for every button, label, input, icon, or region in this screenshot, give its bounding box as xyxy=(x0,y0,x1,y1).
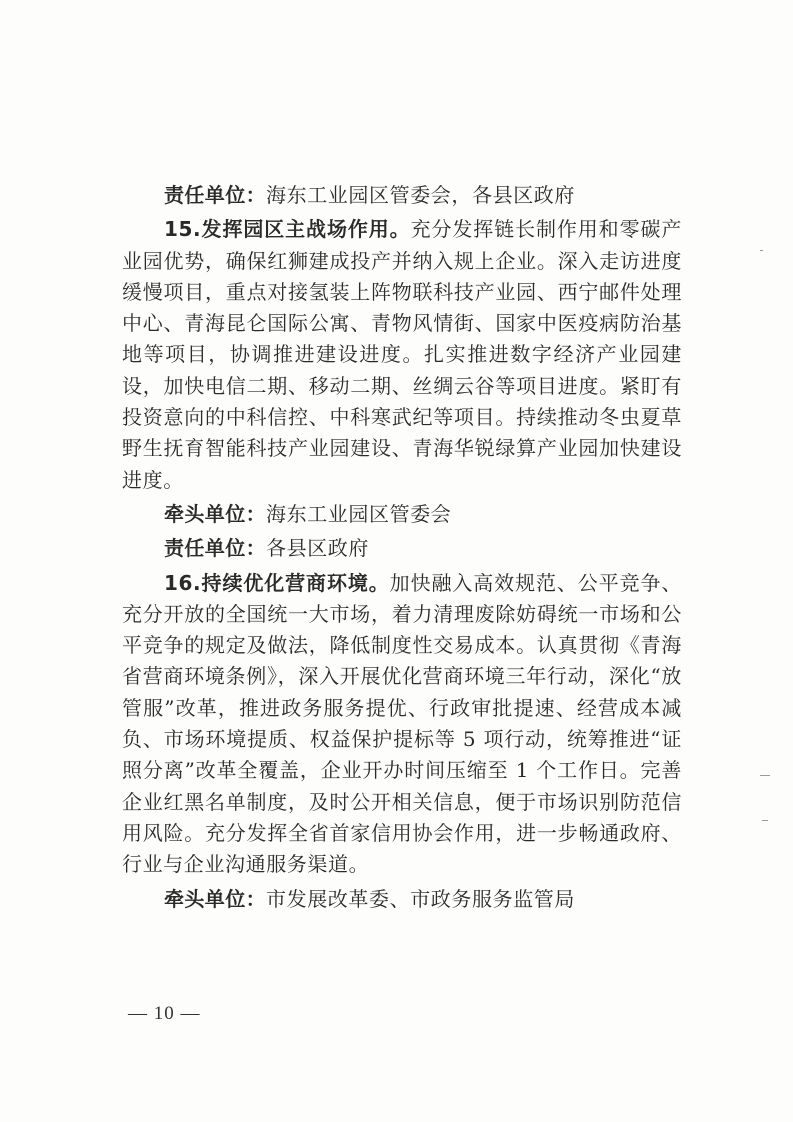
lead-unit-line xyxy=(122,499,682,530)
responsible-unit-line xyxy=(122,533,682,564)
item-16-paragraph xyxy=(122,568,682,881)
item-15-heading: 发挥园区主战场作用。 xyxy=(201,217,411,242)
lead-unit-label: 牵头单位： xyxy=(164,501,266,526)
scan-artifact xyxy=(762,820,768,821)
item-15-paragraph xyxy=(122,214,682,496)
item-16-number: 16. xyxy=(164,570,202,595)
lead-unit-text: 海东工业园区管委会 xyxy=(266,501,452,526)
item-16-text: 加快融入高效规范、公平竞争、充分开放的全国统一大市场，着力清理废除妨碍统一市场和公平竞争的规定及做法，降低制度性交易成本。认真贯彻《青海省营商环境条例》，深入开展优化营商环境三年行动，深化“放管服”改革，推进政务服务提优、行政审批提速、经营成本减负、市场环境提质、权益保护提标等 5 项行动，统筹推进“证照分离”改革全覆盖，企业开办时间压缩至 1 个工作日。完善企业红黑名单制度，及时公开相关信息，便于市场识别防范信用风险。充分发挥全省首家信用协会作用，进一步畅通政府、行业与企业沟通服务渠道。 xyxy=(122,570,683,877)
scan-artifact xyxy=(760,775,770,776)
responsible-unit-label: 责任单位： xyxy=(164,536,266,561)
lead-unit-text: 市发展改革委、市政务服务监管局 xyxy=(266,886,575,911)
item-15-number: 15. xyxy=(164,217,202,242)
lead-unit-label: 牵头单位： xyxy=(164,886,266,911)
lead-unit-line xyxy=(122,884,682,915)
responsible-unit-label: 责任单位： xyxy=(164,183,266,207)
item-15-text: 充分发挥链长制作用和零碳产业园优势，确保红狮建成投产并纳入规上企业。深入走访进度缓慢项目，重点对接氢装上阵物联科技产业园、西宁邮件处理中心、青海昆仑国际公寓、青物风情街、国家中医疫病防治基地等项目，协调推进建设进度。扎实推进数字经济产业园建设，加快电信二期、移动二期、丝绸云谷等项目进度。紧盯有投资意向的中科信控、中科寒武纪等项目。持续推动冬虫夏草野生抚育智能科技产业园建设、青海华锐绿算产业园加快建设进度。 xyxy=(122,217,682,492)
responsible-unit-text: 各县区政府 xyxy=(266,536,369,561)
scan-artifact xyxy=(760,250,763,251)
item-16-heading: 持续优化营商环境。 xyxy=(201,570,390,595)
responsible-unit-line xyxy=(122,180,682,211)
document-body xyxy=(122,180,682,915)
page-number: — 10 — xyxy=(128,1003,201,1024)
responsible-unit-text: 海东工业园区管委会，各县区政府 xyxy=(266,183,575,207)
